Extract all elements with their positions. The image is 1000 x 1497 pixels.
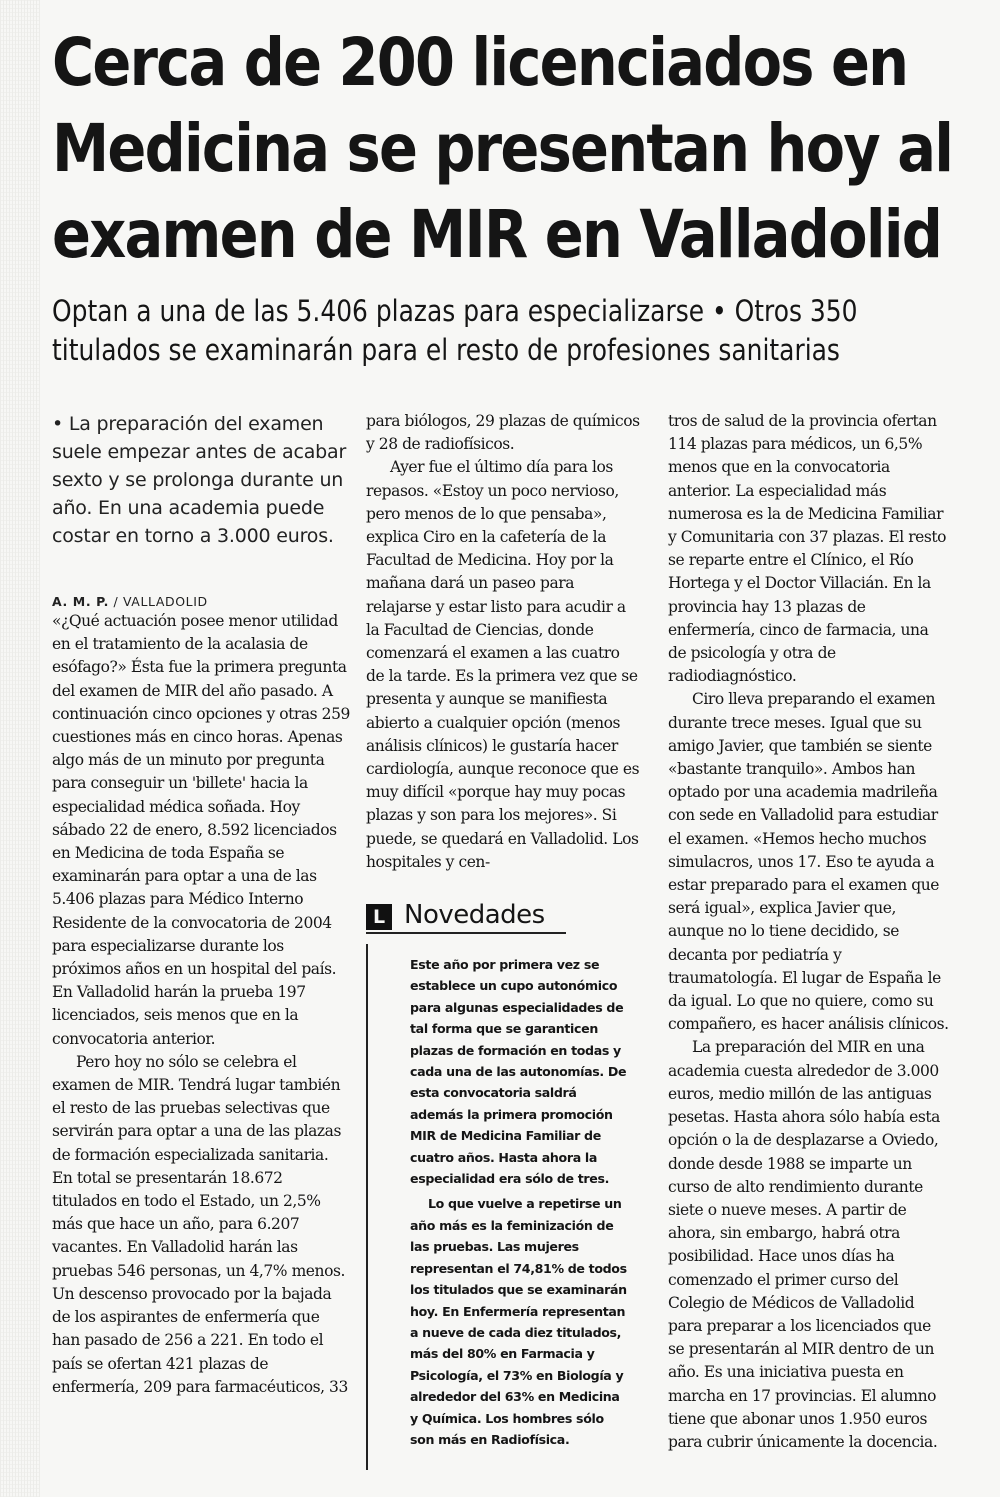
column-1-body	[52, 610, 350, 1399]
headline	[52, 20, 953, 278]
summary-bullet: • La preparación del examen suele empezar antes de acabar sexto y se prolonga durante un año. En una academia puede costar en torno a 3.000 euros.	[52, 413, 347, 547]
sidebar-rule	[366, 944, 368, 1470]
column-3-paragraph-2: Ciro lleva preparando el examen durante trece meses. Igual que su amigo Javier, que también se siente «bastante tranquilo». Ambos han optado por una academia madrileña con sede en Valladolid para estudiar el examen. «Hemos hecho muchos simulacros, unos 17. Eso te ayuda a estar preparado para el examen que será igual», explica Javier que, aunque no lo tiene decidido, se decanta por pediatría y traumatología. El lugar de España le da igual. Lo que no quiere, como su compañero, es hacer análisis clínicos.	[668, 690, 949, 1034]
column-1-paragraph-1: «¿Qué actuación posee menor utilidad en el tratamiento de la acalasia de esófago?» Ésta fue la primera pregunta del examen de MIR del año pasado. A continuación cinco opciones y otras 259 cuestiones más en cinco horas. Apenas algo más de un minuto por pregunta para conseguir un 'billete' hacia la especialidad médica soñada. Hoy sábado 22 de enero, 8.592 licenciados en Medicina de toda España se examinarán para optar a una de las 5.406 plazas para Médico Interno Residente de la convocatoria de 2004 para especializarse durante los próximos años en un hospital del país. En Valladolid harán la prueba 197 licenciados, seis menos que en la convocatoria anterior.	[52, 612, 350, 1048]
subheadline-line-2: titulados se examinarán para el resto de profesiones sanitarias	[52, 333, 840, 367]
sidebar-title: Novedades	[404, 900, 545, 930]
column-2-body	[366, 410, 640, 874]
column-3	[668, 410, 950, 1454]
headline-line-2: Medicina se presentan hoy al	[52, 110, 953, 187]
sidebar-paragraph-2: Lo que vuelve a repetirse un año más es la feminización de las pruebas. Las mujeres representan el 74,81% de todos los titulados que se examinarán hoy. En Enfermería representan a nueve de cada diez titulados, más del 80% en Farmacia y Psicología, el 73% en Biología y alrededor del 63% en Medicina y Química. Los hombres sólo son más en Radiofísica.	[410, 1196, 627, 1447]
byline-author: A. M. P.	[52, 594, 109, 609]
subheadline	[52, 292, 858, 370]
byline	[52, 594, 350, 609]
column-3-paragraph-3: La preparación del MIR en una academia cuesta alrededor de 3.000 euros, medio millón de las antiguas pesetas. Hasta ahora sólo había esta opción o la de desplazarse a Oviedo, donde desde 1988 se imparte un curso de alto rendimiento durante siete o nueve meses. A partir de ahora, sin embargo, habrá otra posibilidad. Hace unos días ha comenzado el primer curso del Colegio de Médicos de Valladolid para preparar a los licenciados que se presentarán al MIR dentro de un año. Es una iniciativa puesta en marcha en 17 provincias. El alumno tiene que abonar unos 1.950 euros para cubrir únicamente la docencia.	[668, 1038, 940, 1451]
scan-margin-texture	[0, 0, 40, 1497]
headline-line-1: Cerca de 200 licenciados en	[52, 24, 908, 101]
section-logo-icon: L	[366, 904, 392, 930]
headline-line-3: examen de MIR en Valladolid	[52, 196, 942, 273]
column-3-paragraph-1: tros de salud de la provincia ofertan 114 plazas para médicos, un 6,5% menos que en la convocatoria anterior. La especialidad más numerosa es la de Medicina Familiar y Comunitaria con 37 plazas. El resto se reparte entre el Clínico, el Río Hortega y el Doctor Villacián. En la provincia hay 13 plazas de enfermería, cinco de farmacia, una de psicología y otra de radiodiagnóstico.	[668, 412, 947, 686]
byline-separator: /	[108, 594, 123, 609]
column-1-paragraph-2: Pero hoy no sólo se celebra el examen de MIR. Tendrá lugar también el resto de las pruebas selectivas que servirán para optar a una de las plazas de formación especializada sanitaria. En total se presentarán 18.672 titulados en todo el Estado, un 2,5% más que hace un año, para 6.207 vacantes. En Valladolid harán las pruebas 546 personas, un 4,7% menos. Un descenso provocado por la bajada de los aspirantes de enfermería que han pasado de 256 a 221. En todo el país se ofertan 421 plazas de enfermería, 209 para farmacéuticos, 33	[52, 1052, 348, 1396]
column-1	[52, 410, 350, 1399]
column-2-paragraph-2: Ayer fue el último día para los repasos. «Estoy un poco nervioso, pero menos de lo que pensaba», explica Ciro en la cafetería de la Facultad de Medicina. Hoy por la mañana dará un paseo para relajarse y estar listo para acudir a la Facultad de Ciencias, donde comenzará el examen a las cuatro de la tarde. Es la primera vez que se presenta y aunque se manifiesta abierto a cualquier opción (menos análisis clínicos) le gustaría hacer cardiología, aunque reconoce que es muy difícil «porque hay muy pocas plazas y son para los mejores». Si puede, se quedará en Valladolid. Los hospitales y cen-	[366, 458, 640, 871]
sidebar-paragraph-1: Este año por primera vez se establece un cupo autonómico para algunas especialidades de tal forma que se garanticen plazas de formación en todas y cada una de las autonomías. De esta convocatoria saldrá además la primera promoción MIR de Medicina Familiar de cuatro años. Hasta ahora la especialidad era sólo de tres.	[410, 957, 627, 1187]
column-2	[366, 410, 640, 874]
column-2-paragraph-1: para biólogos, 29 plazas de químicos y 28 de radiofísicos.	[366, 412, 640, 454]
byline-place: VALLADOLID	[122, 594, 208, 609]
sidebar-header	[366, 900, 566, 934]
sidebar-body	[410, 954, 630, 1450]
subheadline-line-1: Optan a una de las 5.406 plazas para especializarse • Otros 350	[52, 294, 858, 328]
sidebar-box	[366, 900, 642, 1447]
column-3-body	[668, 410, 950, 1454]
